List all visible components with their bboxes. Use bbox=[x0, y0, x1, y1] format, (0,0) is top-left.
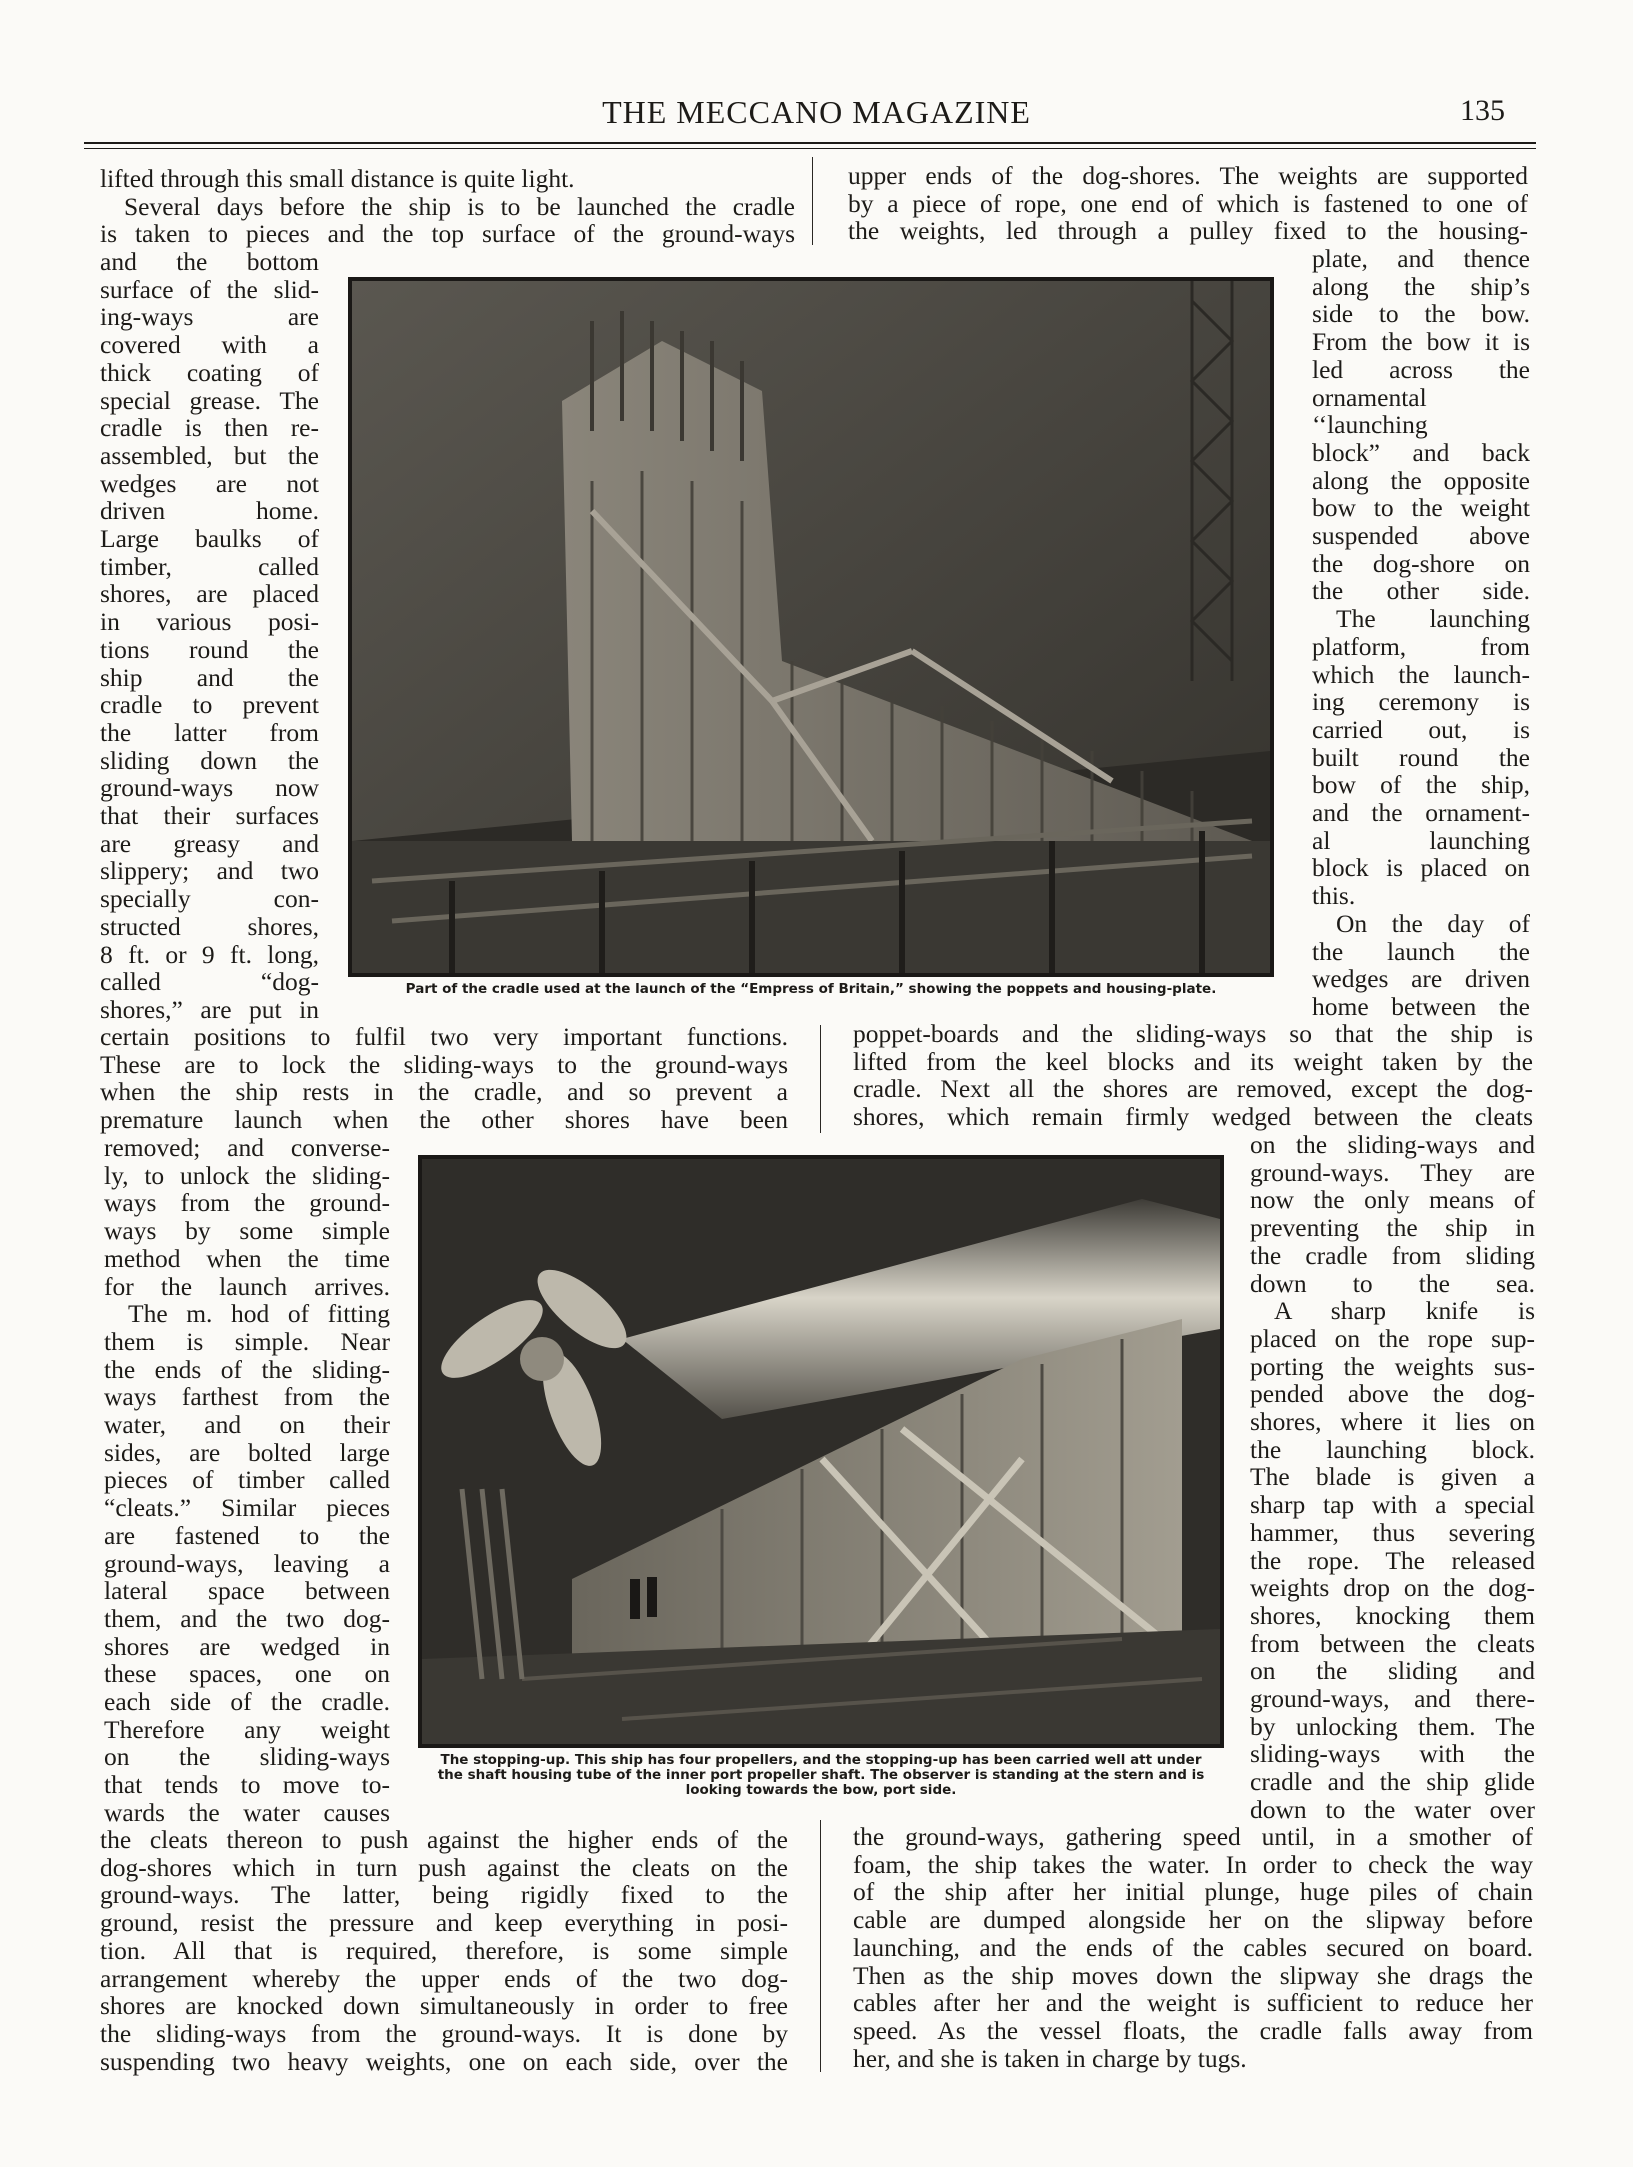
text-line: method when the time bbox=[104, 1243, 390, 1273]
text-line: covered with a bbox=[100, 330, 319, 360]
text-line: the ground-ways, gathering speed until, in a smother of bbox=[853, 1822, 1533, 1851]
text-line: structed shores, bbox=[100, 911, 319, 941]
text-line: assembled, but the bbox=[100, 440, 319, 470]
text-line: preventing the ship in bbox=[1250, 1213, 1535, 1243]
text-line: them, and the two dog- bbox=[104, 1603, 390, 1633]
text-line: is taken to pieces and the top surface of the ground-ways bbox=[100, 219, 795, 249]
text-line: plate, and thence bbox=[1312, 244, 1530, 273]
text-line: 8 ft. or 9 ft. long, bbox=[100, 939, 319, 969]
text-line: These are to lock the sliding-ways to the ground-ways bbox=[100, 1049, 788, 1079]
text-line: shores, where it lies on bbox=[1250, 1407, 1535, 1437]
text-line: Therefore any weight bbox=[104, 1714, 390, 1744]
right-top-paragraph bbox=[848, 162, 1528, 245]
text-line: pended above the dog- bbox=[1250, 1379, 1535, 1409]
text-line: “cleats.” Similar pieces bbox=[104, 1493, 390, 1523]
text-line: wards the water causes bbox=[104, 1797, 390, 1827]
text-line: the latter from bbox=[100, 717, 319, 747]
text-line: al launching bbox=[1312, 825, 1530, 855]
right-full-text-1 bbox=[853, 1020, 1533, 1131]
text-line: carried out, is bbox=[1312, 714, 1530, 744]
text-line: for the launch arrives. bbox=[104, 1271, 390, 1301]
text-line: down to the sea. bbox=[1250, 1268, 1535, 1298]
caption-line: the shaft housing tube of the inner port propeller shaft. The observer is standing at the stern and is bbox=[437, 1767, 1205, 1783]
text-line: by a piece of rope, one end of which is fastened to one of bbox=[848, 188, 1528, 218]
text-line: the ends of the sliding- bbox=[104, 1354, 390, 1384]
text-line: led across the bbox=[1312, 354, 1530, 384]
text-line: thick coating of bbox=[100, 357, 319, 387]
text-line: lateral space between bbox=[104, 1576, 390, 1606]
text-line: side to the bow. bbox=[1312, 299, 1530, 329]
text-line: sliding-ways with the bbox=[1250, 1739, 1535, 1769]
text-line: water, and on their bbox=[104, 1410, 390, 1440]
left-narrow-text-2 bbox=[104, 1134, 390, 1827]
text-line: built round the bbox=[1312, 742, 1530, 772]
text-line: are fastened to the bbox=[104, 1520, 390, 1550]
text-line: shores, which remain firmly wedged between the cleats bbox=[853, 1102, 1533, 1132]
caption-line: looking towards the bow, port side. bbox=[685, 1782, 957, 1798]
text-line: when the ship rests in the cradle, and so prevent a bbox=[100, 1077, 788, 1107]
text-line: suspended above bbox=[1312, 521, 1530, 551]
left-narrow-text-1 bbox=[100, 248, 319, 1024]
text-line: block is placed on bbox=[1312, 853, 1530, 883]
text-line: cable are dumped alongside her on the slipway before bbox=[853, 1905, 1533, 1935]
left-top-paragraph bbox=[100, 165, 795, 248]
text-line: ing ceremony is bbox=[1312, 687, 1530, 717]
text-line: pieces of timber called bbox=[104, 1465, 390, 1495]
text-line: on the sliding-ways and bbox=[1250, 1130, 1535, 1159]
text-line: which the launch- bbox=[1312, 659, 1530, 689]
text-line: tions round the bbox=[100, 634, 319, 664]
text-line: ‘‘launching bbox=[1312, 410, 1428, 440]
text-line: foam, the ship takes the water. In order to check the way bbox=[853, 1849, 1533, 1879]
text-line: of the ship after her initial plunge, huge piles of chain bbox=[853, 1877, 1533, 1907]
text-line: ground-ways. They are bbox=[1250, 1157, 1535, 1187]
text-line: cradle is then re- bbox=[100, 413, 319, 443]
text-line: ground-ways now bbox=[100, 773, 319, 803]
text-line: ground-ways. The latter, being rigidly fixed to the bbox=[100, 1880, 788, 1910]
text-line: sharp tap with a special bbox=[1250, 1490, 1535, 1520]
magazine-title: THE MECCANO MAGAZINE bbox=[602, 94, 1031, 130]
text-line: upper ends of the dog-shores. The weights are supported bbox=[848, 161, 1528, 190]
stopping-up-photo-caption bbox=[418, 1753, 1224, 1798]
text-line: the launch the bbox=[1312, 936, 1530, 966]
text-line: premature launch when the other shores have been bbox=[100, 1105, 788, 1135]
text-line: the rope. The released bbox=[1250, 1545, 1535, 1575]
text-line: A sharp knife is bbox=[1274, 1296, 1535, 1326]
text-line: cradle to prevent bbox=[100, 690, 319, 720]
text-line: The blade is given a bbox=[1250, 1462, 1535, 1492]
text-line: home between the bbox=[1312, 991, 1530, 1021]
text-line: special grease. The bbox=[100, 385, 319, 415]
text-line: called “dog- bbox=[100, 967, 319, 997]
text-line: the launching block. bbox=[1250, 1434, 1535, 1464]
text-line: ly, to unlock the sliding- bbox=[104, 1160, 390, 1190]
text-line: ways by some simple bbox=[104, 1216, 390, 1246]
text-line: porting the weights sus- bbox=[1250, 1351, 1535, 1381]
text-line: removed; and converse- bbox=[104, 1133, 390, 1162]
text-line: down to the water over bbox=[1250, 1794, 1535, 1824]
text-line: driven home. bbox=[100, 496, 319, 526]
cradle-photo bbox=[348, 277, 1274, 977]
text-line: dog-shores which in turn push against the cleats on the bbox=[100, 1852, 788, 1882]
text-line: weights drop on the dog- bbox=[1250, 1573, 1535, 1603]
text-line: placed on the rope sup- bbox=[1250, 1323, 1535, 1353]
text-line: cradle. Next all the shores are removed, except the dog- bbox=[853, 1074, 1533, 1104]
text-line: speed. As the vessel floats, the cradle falls away from bbox=[853, 2015, 1533, 2045]
text-line: cables after her and the weight is sufficient to reduce her bbox=[853, 1988, 1533, 2018]
text-line: timber, called bbox=[100, 551, 319, 581]
text-line: hammer, thus severing bbox=[1250, 1517, 1535, 1547]
text-line: ing-ways are bbox=[100, 302, 319, 332]
caption-line: The stopping-up. This ship has four propellers, and the stopping-up has been carried well att under bbox=[440, 1752, 1202, 1768]
text-line: bow to the weight bbox=[1312, 493, 1530, 523]
text-line: that their surfaces bbox=[100, 801, 319, 831]
text-line: on the sliding-ways bbox=[104, 1742, 390, 1772]
header-rule-thin bbox=[84, 148, 1536, 149]
column-divider-bottom bbox=[820, 1820, 821, 2072]
text-line: the dog-shore on bbox=[1312, 548, 1530, 578]
text-line: shores are knocked down simultaneously in order to free bbox=[100, 1991, 788, 2021]
text-line: surface of the slid- bbox=[100, 274, 319, 304]
text-line: sides, are bolted large bbox=[104, 1437, 390, 1467]
text-line: wedges are driven bbox=[1312, 964, 1530, 994]
text-line: that tends to move to- bbox=[104, 1770, 390, 1800]
text-line: on the sliding and bbox=[1250, 1656, 1535, 1686]
text-line: The m. hod of fitting bbox=[128, 1299, 390, 1329]
text-line: suspending two heavy weights, one on each side, over the bbox=[100, 2046, 788, 2076]
text-line: and the bottom bbox=[100, 247, 319, 276]
header-rule bbox=[84, 142, 1536, 144]
text-line: along the ship’s bbox=[1312, 271, 1530, 301]
right-narrow-text-1 bbox=[1312, 245, 1530, 1021]
text-line: specially con- bbox=[100, 884, 319, 914]
column-divider-top bbox=[812, 157, 813, 245]
text-line: arrangement whereby the upper ends of the two dog- bbox=[100, 1963, 788, 1993]
text-line: Large baulks of bbox=[100, 524, 319, 554]
text-line: the weights, led through a pulley fixed to the housing- bbox=[848, 216, 1528, 246]
text-line: her, and she is taken in charge by tugs. bbox=[853, 2043, 1247, 2073]
text-line: launching, and the ends of the cables secured on board. bbox=[853, 1932, 1533, 1962]
text-line: them is simple. Near bbox=[104, 1326, 390, 1356]
text-line: The launching bbox=[1336, 604, 1530, 634]
text-line: this. bbox=[1312, 881, 1356, 911]
text-line: platform, from bbox=[1312, 631, 1530, 661]
text-line: slippery; and two bbox=[100, 856, 319, 886]
text-line: shores,” are put in bbox=[100, 994, 319, 1024]
left-full-text-1 bbox=[100, 1023, 788, 1134]
text-line: certain positions to fulfil two very important functions. bbox=[100, 1022, 788, 1051]
text-line: lifted from the keel blocks and its weight taken by the bbox=[853, 1046, 1533, 1076]
text-line: each side of the cradle. bbox=[104, 1687, 390, 1717]
text-line: wedges are not bbox=[100, 468, 319, 498]
text-line: Several days before the ship is to be launched the cradle bbox=[124, 191, 795, 221]
text-line: ways farthest from the bbox=[104, 1382, 390, 1412]
text-line: the cleats thereon to push against the higher ends of the bbox=[100, 1825, 788, 1854]
text-line: From the bow it is bbox=[1312, 327, 1530, 357]
text-line: from between the cleats bbox=[1250, 1628, 1535, 1658]
text-line: ground, resist the pressure and keep everything in posi- bbox=[100, 1908, 788, 1938]
text-line: shores are wedged in bbox=[104, 1631, 390, 1661]
text-line: ground-ways, leaving a bbox=[104, 1548, 390, 1578]
text-line: the cradle from sliding bbox=[1250, 1240, 1535, 1270]
left-full-text-2 bbox=[100, 1826, 788, 2075]
text-line: sliding down the bbox=[100, 745, 319, 775]
text-line: tion. All that is required, therefore, is some simple bbox=[100, 1935, 788, 1965]
right-full-text-2 bbox=[853, 1823, 1533, 2072]
cradle-photo-caption: Part of the cradle used at the launch of the “Empress of Britain,” showing the poppets and housing-plate. bbox=[405, 981, 1217, 997]
text-line: bow of the ship, bbox=[1312, 770, 1530, 800]
text-line: the other side. bbox=[1312, 576, 1530, 606]
text-line: the sliding-ways from the ground-ways. It is done by bbox=[100, 2018, 788, 2048]
text-line: ways from the ground- bbox=[104, 1188, 390, 1218]
text-line: shores, knocking them bbox=[1250, 1600, 1535, 1630]
text-line: On the day of bbox=[1336, 908, 1530, 938]
page-number: 135 bbox=[1460, 94, 1505, 127]
text-line: block” and back bbox=[1312, 437, 1530, 467]
text-line: are greasy and bbox=[100, 828, 319, 858]
text-line: in various posi- bbox=[100, 607, 319, 637]
text-line: ornamental bbox=[1312, 382, 1427, 412]
text-line: cradle and the ship glide bbox=[1250, 1767, 1535, 1797]
text-line: shores, are placed bbox=[100, 579, 319, 609]
text-line: now the only means of bbox=[1250, 1185, 1535, 1215]
text-line: and the ornament- bbox=[1312, 798, 1530, 828]
text-line: these spaces, one on bbox=[104, 1659, 390, 1689]
text-line: Then as the ship moves down the slipway she drags the bbox=[853, 1960, 1533, 1990]
stopping-up-photo bbox=[418, 1155, 1224, 1748]
text-line: poppet-boards and the sliding-ways so that the ship is bbox=[853, 1019, 1533, 1048]
text-line: ground-ways, and there- bbox=[1250, 1684, 1535, 1714]
text-line: by unlocking them. The bbox=[1250, 1711, 1535, 1741]
column-divider-middle bbox=[820, 1025, 821, 1133]
right-narrow-text-2 bbox=[1250, 1131, 1535, 1824]
text-line: ship and the bbox=[100, 662, 319, 692]
text-line: along the opposite bbox=[1312, 465, 1530, 495]
text-line: lifted through this small distance is quite light. bbox=[100, 164, 575, 193]
